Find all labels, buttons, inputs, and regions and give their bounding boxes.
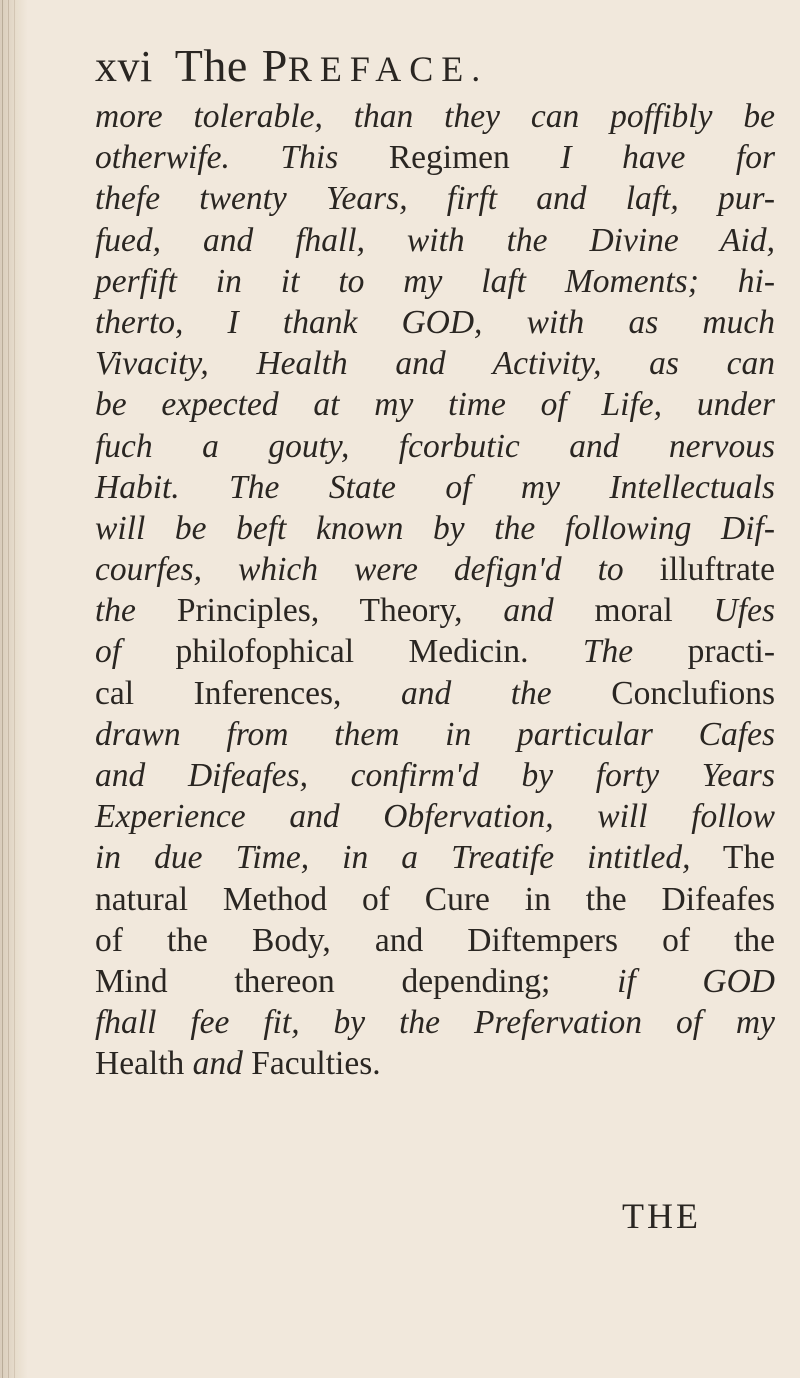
text-run: Principles, Theory, <box>135 592 504 630</box>
text-run: fued, and fhall, with the Divine Aid, <box>95 221 775 259</box>
text-line <box>95 426 775 467</box>
text-line <box>95 96 775 137</box>
text-line <box>95 302 775 343</box>
text-run: courfes, which were defign'd to <box>95 551 624 589</box>
text-line <box>95 384 775 425</box>
page-edge-line <box>2 0 3 1378</box>
text-run: perfift in it to my laft Moments; hi- <box>95 262 775 300</box>
text-line <box>95 467 775 508</box>
text-line <box>95 631 775 672</box>
text-line <box>95 137 775 178</box>
text-line <box>95 879 775 920</box>
text-run: and Difeafes, confirm'd by forty Years <box>95 757 775 794</box>
page-number: xvi <box>95 42 153 91</box>
text-line <box>95 755 775 796</box>
text-run: natural Method of Cure in the Difeafes <box>95 880 775 918</box>
text-run: philofophical Medicin. <box>121 633 583 671</box>
text-run: Experience and Obfervation, will follow <box>95 798 775 836</box>
text-run: therto, I thank GOD, with as much <box>95 303 775 341</box>
text-line <box>95 508 775 549</box>
text-run <box>230 139 281 176</box>
text-run: Ufes <box>713 592 775 630</box>
page-edge-line <box>8 0 9 1378</box>
text-run: Vivacity, Health and Activity, as can <box>95 345 775 383</box>
body-text <box>95 96 775 1085</box>
text-run: and <box>192 1045 243 1083</box>
text-run: The <box>690 839 775 877</box>
text-run: fhall fee fit, by the Prefervation of my <box>95 1004 775 1042</box>
text-line <box>95 920 775 961</box>
text-run: Health <box>95 1045 193 1083</box>
text-line <box>95 549 775 590</box>
text-run: of <box>95 633 122 671</box>
text-run: Regimen <box>338 139 561 177</box>
text-run: drawn from them in particular Cafes <box>95 715 775 753</box>
text-run: Habit. The State of my Intellectuals <box>95 468 775 506</box>
page-edge-line <box>14 0 15 1378</box>
text-line <box>95 1043 775 1084</box>
text-run: the <box>95 592 136 630</box>
text-run: if GOD <box>617 962 775 1000</box>
text-line <box>95 1002 775 1043</box>
text-line <box>95 714 775 755</box>
text-run: thefe twenty Years, firft and laft, pur- <box>95 180 775 218</box>
running-head-initial: P <box>261 40 288 91</box>
text-line <box>95 837 775 878</box>
text-line <box>95 961 775 1002</box>
text-line <box>95 590 775 631</box>
text-run: will be beft known by the following Dif- <box>95 509 775 547</box>
text-run: moral <box>553 592 714 630</box>
text-run: Conclufions <box>551 674 775 712</box>
text-line <box>95 261 775 302</box>
running-head-the: The <box>174 40 248 91</box>
text-run: I have for <box>560 139 775 177</box>
catchword: THE <box>622 1196 701 1236</box>
text-run: be expected at my time of Life, under <box>95 386 775 424</box>
running-head <box>95 40 775 96</box>
text-run: in due Time, in a Treatife intitled, <box>95 839 691 877</box>
text-run: and <box>503 592 554 630</box>
text-run: fuch a gouty, fcorbutic and nervous <box>95 427 775 465</box>
text-run: This <box>280 139 339 177</box>
text-run: of the Body, and Diftempers of the <box>95 921 775 959</box>
text-line <box>95 673 775 714</box>
text-line <box>95 796 775 837</box>
book-page <box>95 40 775 1085</box>
text-run: otherwife. <box>95 139 230 177</box>
text-run: Mind thereon depending; <box>95 962 618 1000</box>
text-run: cal Inferences, <box>95 674 401 712</box>
text-run: and the <box>400 674 552 712</box>
text-line <box>95 178 775 219</box>
text-run: Faculties. <box>242 1045 381 1083</box>
text-line <box>95 343 775 384</box>
text-run: illuftrate <box>623 551 775 589</box>
running-head-title: REFACE. <box>287 49 489 89</box>
text-run: more tolerable, than they can poffibly be <box>95 98 775 135</box>
text-run: The <box>582 633 634 671</box>
text-line <box>95 220 775 261</box>
text-run: practi- <box>633 633 775 671</box>
